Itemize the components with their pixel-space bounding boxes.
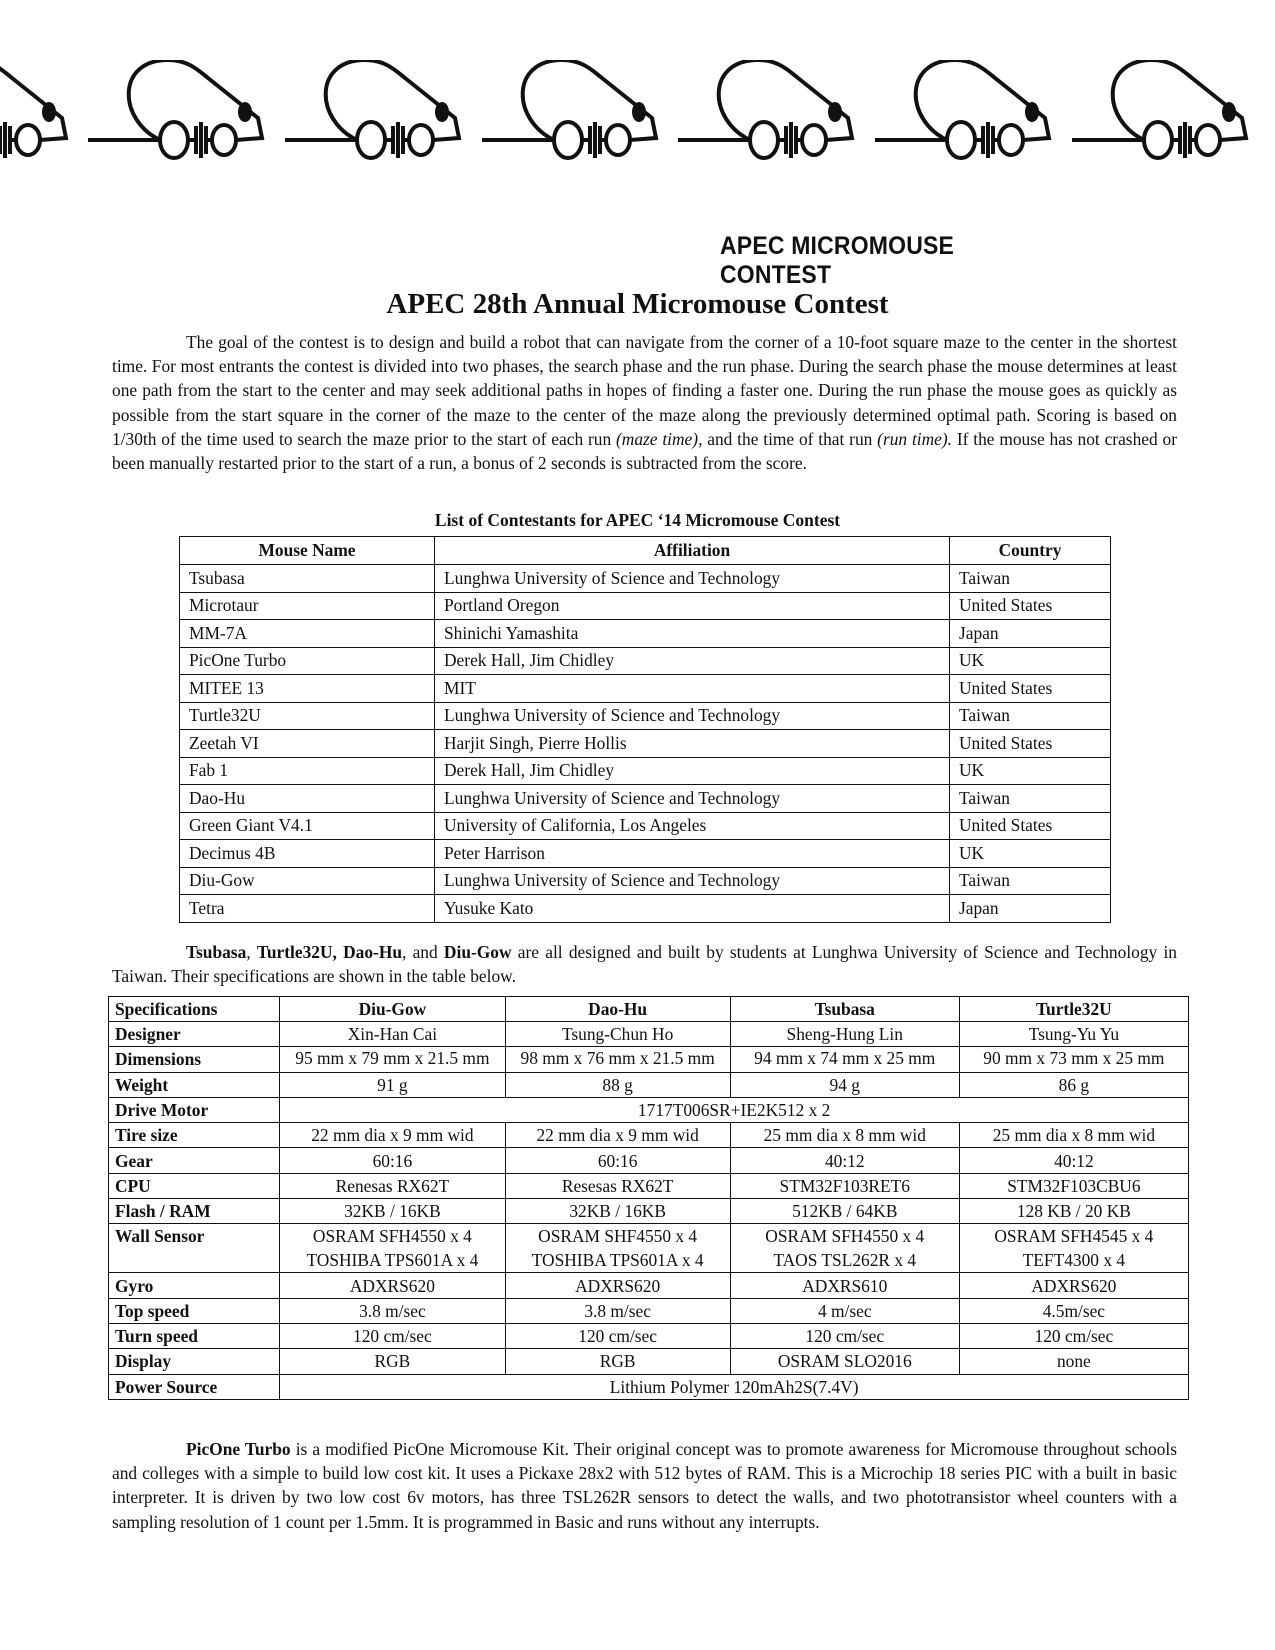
wall-sensor-line-2: TOSHIBA TPS601A x 4 — [306, 1250, 479, 1271]
mouse-name-cell: Tsubasa — [180, 565, 435, 593]
country-cell: United States — [950, 675, 1111, 703]
name-picone-turbo: PicOne Turbo — [186, 1439, 291, 1459]
spec-value: RGB — [280, 1349, 505, 1374]
contestant-row — [180, 702, 1111, 730]
contestant-row — [180, 812, 1111, 840]
spec-label: Gyro — [109, 1273, 280, 1298]
intro-text-3: If the mouse has not crashed or been manually restarted prior to the start of a run, a bonus of 2 seconds is subtracted from the score. — [112, 428, 1177, 474]
affiliation-cell: Peter Harrison — [435, 840, 950, 868]
spec-value: 40:12 — [959, 1148, 1188, 1173]
spec-value: 3.8 m/sec — [280, 1298, 505, 1323]
spec-value — [505, 1224, 730, 1273]
header-turtle32u: Turtle32U — [959, 997, 1188, 1022]
spec-value: 94 mm x 74 mm x 25 mm — [730, 1047, 959, 1072]
spec-value: 25 mm dia x 8 mm wid — [959, 1123, 1188, 1148]
affiliation-cell: Shinichi Yamashita — [435, 620, 950, 648]
spec-row-display — [109, 1349, 1189, 1374]
contestant-row — [180, 620, 1111, 648]
spec-label: CPU — [109, 1173, 280, 1198]
country-cell: UK — [950, 757, 1111, 785]
mouse-name-cell: Fab 1 — [180, 757, 435, 785]
contestants-body — [180, 565, 1111, 923]
spec-label: Weight — [109, 1072, 280, 1097]
contestant-row — [180, 895, 1111, 923]
spec-value: 22 mm dia x 9 mm wid — [505, 1123, 730, 1148]
spec-value-shared: 1717T006SR+IE2K512 x 2 — [280, 1097, 1189, 1122]
country-cell: UK — [950, 840, 1111, 868]
intro-text-1: The goal of the contest is to design and build a robot that can navigate from the corner of a 10-foot square maze to the center in the shortest time. For most entrants the contest is divided into two phases, the search phase and the run phase. During the search phase the mouse determines at least one path from the start to the center and may seek additional paths in hopes of finding a faster one. During the run phase the mouse goes as quickly as possible from the start square in the corner of the maze to the center of the maze along the previously determined optimal path. Scoring is based on 1/30th of the time used to search the maze prior to the start of each run — [112, 332, 1177, 449]
country-cell: Taiwan — [950, 702, 1111, 730]
intro-text-2: and the time of that run — [702, 428, 878, 449]
page-title: APEC 28th Annual Micromouse Contest — [386, 288, 889, 320]
country-cell: United States — [950, 592, 1111, 620]
contestant-row — [180, 785, 1111, 813]
spec-value: 4.5m/sec — [959, 1298, 1188, 1323]
mouse-name-cell: Microtaur — [180, 592, 435, 620]
spec-value — [959, 1224, 1188, 1273]
spec-label: Turn speed — [109, 1323, 280, 1348]
spec-value: 512KB / 64KB — [730, 1199, 959, 1224]
wall-sensor-line-2: TEFT4300 x 4 — [1022, 1250, 1126, 1271]
spec-value: 88 g — [505, 1072, 730, 1097]
spec-row-turn-speed — [109, 1323, 1189, 1348]
separator: , — [246, 942, 257, 962]
spec-value: ADXRS620 — [959, 1273, 1188, 1298]
header-affiliation: Affiliation — [435, 537, 950, 565]
spec-value: STM32F103RET6 — [730, 1173, 959, 1198]
lunghwa-text: are all designed and built by students at Lunghwa University of Science and Technology in Taiwan. Their specifications are shown in the table below. — [112, 942, 1177, 987]
separator: , and — [402, 942, 444, 962]
mouse-name-cell: MM-7A — [180, 620, 435, 648]
affiliation-cell: Lunghwa University of Science and Technology — [435, 867, 950, 895]
spec-row-wall-sensor — [109, 1224, 1189, 1273]
mouse-name-cell: Dao-Hu — [180, 785, 435, 813]
affiliation-cell: University of California, Los Angeles — [435, 812, 950, 840]
mouse-name-cell: MITEE 13 — [180, 675, 435, 703]
name-diugow: Diu-Gow — [443, 942, 512, 962]
spec-label: Dimensions — [109, 1047, 280, 1072]
spec-value: 4 m/sec — [730, 1298, 959, 1323]
spec-label: Power Source — [109, 1374, 280, 1399]
spec-value: 120 cm/sec — [505, 1323, 730, 1348]
header-dao-hu: Dao-Hu — [505, 997, 730, 1022]
spec-value: Renesas RX62T — [280, 1173, 505, 1198]
country-cell: United States — [950, 730, 1111, 758]
contestant-row — [180, 565, 1111, 593]
header-tsubasa: Tsubasa — [730, 997, 959, 1022]
contestant-row — [180, 647, 1111, 675]
spec-value: Xin-Han Cai — [280, 1022, 505, 1047]
mouse-name-cell: Zeetah VI — [180, 730, 435, 758]
contestants-caption: List of Contestants for APEC ‘14 Micromouse Contest — [434, 510, 841, 530]
spec-value: Tsung-Chun Ho — [505, 1022, 730, 1047]
intro-paragraph — [112, 330, 1177, 475]
spec-value: STM32F103CBU6 — [959, 1173, 1188, 1198]
spec-label: Top speed — [109, 1298, 280, 1323]
affiliation-cell: Derek Hall, Jim Chidley — [435, 647, 950, 675]
affiliation-cell: Derek Hall, Jim Chidley — [435, 757, 950, 785]
header-specifications: Specifications — [109, 997, 280, 1022]
spec-label: Designer — [109, 1022, 280, 1047]
specs-body — [109, 1022, 1189, 1400]
spec-value: 40:12 — [730, 1148, 959, 1173]
contestant-row — [180, 675, 1111, 703]
spec-value — [280, 1224, 505, 1273]
name-tsubasa: Tsubasa — [186, 942, 247, 962]
mouse-name-cell: Turtle32U — [180, 702, 435, 730]
wall-sensor-line-1: OSRAM SFH4550 x 4 — [765, 1226, 925, 1247]
spec-value: 90 mm x 73 mm x 25 mm — [959, 1047, 1188, 1072]
contestant-row — [180, 840, 1111, 868]
picone-text: is a modified PicOne Micromouse Kit. Their original concept was to promote awareness for Micromouse throughout schools and colleges with a simple to build low cost kit. It uses a Pickaxe 28x2 with 512 bytes of RAM. This is a Microchip 18 series PIC with a built in basic interpreter. It is driven by two low cost 6v motors, has three TSL262R sensors to detect the walls, and two phototransistor wheel counters with a sampling resolution of 1 count per 1.5mm. It is programmed in Basic and runs without any interrupts. — [112, 1439, 1177, 1532]
specs-header-row — [109, 997, 1189, 1022]
wall-sensor-line-1: OSRAM SHF4550 x 4 — [538, 1226, 698, 1247]
contestant-row — [180, 730, 1111, 758]
wall-sensor-line-1: OSRAM SFH4545 x 4 — [994, 1226, 1154, 1247]
spec-value: 98 mm x 76 mm x 21.5 mm — [505, 1047, 730, 1072]
country-cell: Taiwan — [950, 867, 1111, 895]
spec-label: Display — [109, 1349, 280, 1374]
affiliation-cell: Harjit Singh, Pierre Hollis — [435, 730, 950, 758]
affiliation-cell: Yusuke Kato — [435, 895, 950, 923]
contestant-row — [180, 592, 1111, 620]
mouse-name-cell: PicOne Turbo — [180, 647, 435, 675]
spec-label: Flash / RAM — [109, 1199, 280, 1224]
spec-value: 95 mm x 79 mm x 21.5 mm — [280, 1047, 505, 1072]
intro-maze-time: (maze time), — [615, 428, 703, 449]
spec-row-weight — [109, 1072, 1189, 1097]
spec-value: 120 cm/sec — [280, 1323, 505, 1348]
spec-value: 60:16 — [280, 1148, 505, 1173]
spec-label: Wall Sensor — [109, 1224, 280, 1273]
specifications-table — [108, 996, 1189, 1400]
mouse-name-cell: Tetra — [180, 895, 435, 923]
contestant-row — [180, 867, 1111, 895]
country-cell: UK — [950, 647, 1111, 675]
lunghwa-paragraph — [112, 940, 1177, 988]
mouse-name-cell: Green Giant V4.1 — [180, 812, 435, 840]
header-country: Country — [950, 537, 1111, 565]
spec-value: 94 g — [730, 1072, 959, 1097]
mouse-name-cell: Decimus 4B — [180, 840, 435, 868]
micromouse-banner-logo — [0, 60, 1275, 170]
spec-row-power-source — [109, 1374, 1189, 1399]
running-head: APEC MICROMOUSE CONTEST — [720, 232, 955, 289]
spec-value: none — [959, 1349, 1188, 1374]
spec-value: Sheng-Hung Lin — [730, 1022, 959, 1047]
spec-row-drive-motor — [109, 1097, 1189, 1122]
spec-value-shared: Lithium Polymer 120mAh2S(7.4V) — [280, 1374, 1189, 1399]
name-turtle-daohu: Turtle32U, Dao-Hu — [256, 942, 403, 962]
country-cell: Japan — [950, 620, 1111, 648]
spec-value: 32KB / 16KB — [280, 1199, 505, 1224]
spec-value: 86 g — [959, 1072, 1188, 1097]
wall-sensor-line-2: TOSHIBA TPS601A x 4 — [531, 1250, 704, 1271]
spec-value: 120 cm/sec — [730, 1323, 959, 1348]
spec-value: 25 mm dia x 8 mm wid — [730, 1123, 959, 1148]
spec-row-cpu — [109, 1173, 1189, 1198]
country-cell: Taiwan — [950, 565, 1111, 593]
spec-label: Gear — [109, 1148, 280, 1173]
spec-label: Drive Motor — [109, 1097, 280, 1122]
spec-row-tire-size — [109, 1123, 1189, 1148]
spec-row-gyro — [109, 1273, 1189, 1298]
affiliation-cell: Lunghwa University of Science and Technology — [435, 565, 950, 593]
spec-value: 3.8 m/sec — [505, 1298, 730, 1323]
spec-label: Tire size — [109, 1123, 280, 1148]
spec-value: 22 mm dia x 9 mm wid — [280, 1123, 505, 1148]
spec-value: 128 KB / 20 KB — [959, 1199, 1188, 1224]
spec-row-gear — [109, 1148, 1189, 1173]
wall-sensor-line-1: OSRAM SFH4550 x 4 — [312, 1226, 472, 1247]
intro-run-time: (run time). — [877, 428, 953, 449]
spec-value: RGB — [505, 1349, 730, 1374]
spec-value: ADXRS610 — [730, 1273, 959, 1298]
affiliation-cell: Lunghwa University of Science and Technology — [435, 785, 950, 813]
contestant-row — [180, 757, 1111, 785]
picone-paragraph — [112, 1437, 1177, 1534]
spec-row-top-speed — [109, 1298, 1189, 1323]
affiliation-cell: Lunghwa University of Science and Technology — [435, 702, 950, 730]
spec-value: 60:16 — [505, 1148, 730, 1173]
contestants-table — [179, 536, 1111, 923]
spec-value: Tsung-Yu Yu — [959, 1022, 1188, 1047]
mouse-name-cell: Diu-Gow — [180, 867, 435, 895]
country-cell: United States — [950, 812, 1111, 840]
header-diu-gow: Diu-Gow — [280, 997, 505, 1022]
spec-row-dimensions — [109, 1047, 1189, 1072]
country-cell: Taiwan — [950, 785, 1111, 813]
spec-value: 91 g — [280, 1072, 505, 1097]
spec-value: ADXRS620 — [280, 1273, 505, 1298]
spec-value: OSRAM SLO2016 — [730, 1349, 959, 1374]
spec-row-flash-ram — [109, 1199, 1189, 1224]
wall-sensor-line-2: TAOS TSL262R x 4 — [773, 1250, 917, 1271]
spec-value: 120 cm/sec — [959, 1323, 1188, 1348]
country-cell: Japan — [950, 895, 1111, 923]
affiliation-cell: Portland Oregon — [435, 592, 950, 620]
spec-row-designer — [109, 1022, 1189, 1047]
contestants-header-row — [180, 537, 1111, 565]
header-mouse-name: Mouse Name — [180, 537, 435, 565]
spec-value: Resesas RX62T — [505, 1173, 730, 1198]
spec-value — [730, 1224, 959, 1273]
affiliation-cell: MIT — [435, 675, 950, 703]
spec-value: 32KB / 16KB — [505, 1199, 730, 1224]
spec-value: ADXRS620 — [505, 1273, 730, 1298]
